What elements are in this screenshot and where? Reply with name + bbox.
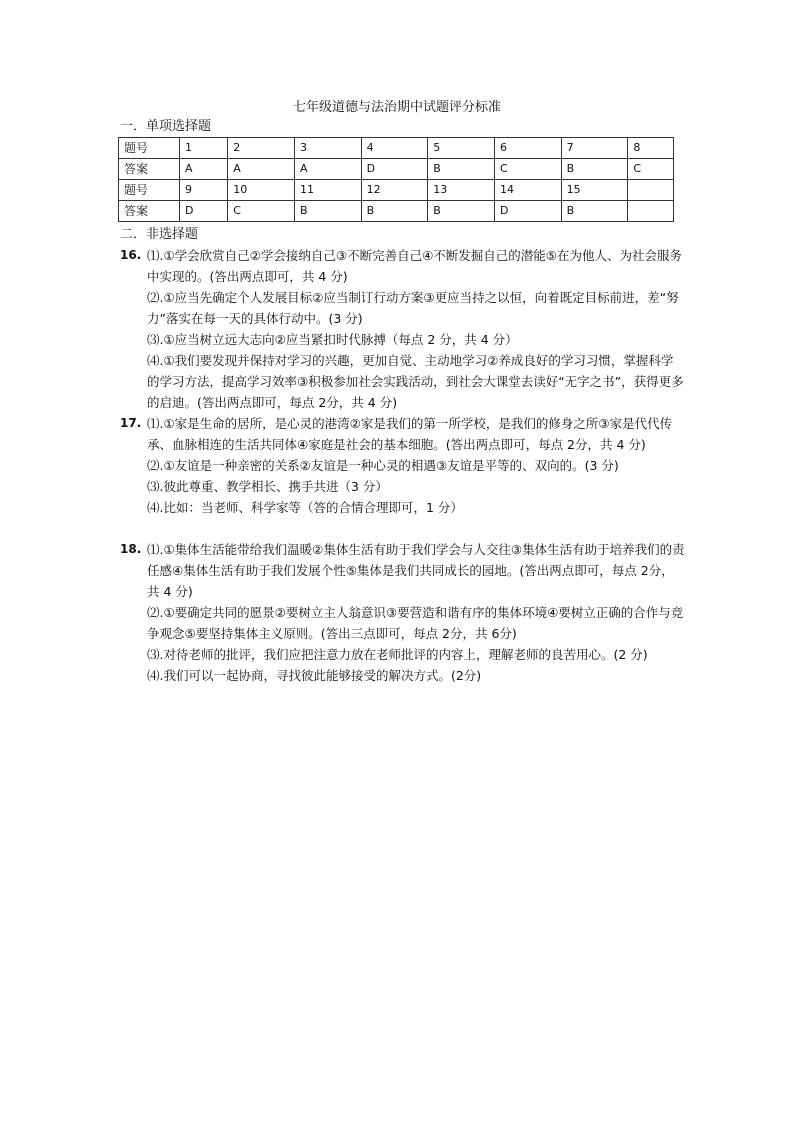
table-cell: B (294, 201, 361, 222)
table-cell: 11 (294, 180, 361, 201)
table-cell: 12 (361, 180, 428, 201)
answer-part: ⑴.①家是生命的居所，是心灵的港湾②家是我们的第一所学校，是我们的修身之所③家是代代传承、血脉相连的生活共同体④家庭是社会的基本细胞。(答出两点即可，每点 2分，共 4 分) (147, 416, 673, 452)
answer-part: ⑶.彼此尊重、教学相长、携手共进（3 分） (147, 479, 388, 494)
answer-part: ⑷.比如：当老师、科学家等（答的合情合理即可，1 分） (147, 500, 463, 515)
table-cell: 6 (494, 138, 561, 159)
table-row (119, 180, 674, 201)
table-cell: D (494, 201, 561, 222)
table-cell: 15 (561, 180, 628, 201)
page-title: 七年级道德与法治期中试题评分标准 (292, 100, 501, 115)
table-cell: C (494, 159, 561, 180)
answer-part: ⑵.①友谊是一种亲密的关系②友谊是一种心灵的相遇③友谊是平等的、双向的。(3 分) (147, 458, 619, 473)
table-cell: 7 (561, 138, 628, 159)
table-cell: B (561, 201, 628, 222)
table-cell: A (228, 159, 295, 180)
question-number: 18. (120, 542, 142, 556)
section-2-heading: 二．非选择题 (120, 227, 199, 242)
table-cell (628, 180, 674, 201)
answer-part: ⑶.对待老师的批评，我们应把注意力放在老师批评的内容上，理解老师的良苦用心。(2 分) (147, 647, 648, 662)
table-cell: B (428, 159, 495, 180)
table-cell (628, 201, 674, 222)
table-cell: 2 (228, 138, 295, 159)
question-16 (120, 245, 685, 413)
answer-part: ⑷.我们可以一起协商，寻找彼此能够接受的解决方式。(2分) (147, 668, 482, 683)
table-cell: C (228, 201, 295, 222)
table-cell: 3 (294, 138, 361, 159)
answer-table (118, 137, 674, 222)
table-cell: 13 (428, 180, 495, 201)
table-cell: A (180, 159, 228, 180)
question-number: 16. (120, 248, 142, 262)
table-cell: 答案 (119, 201, 180, 222)
answer-part: ⑷.①我们要发现并保持对学习的兴趣，更加自觉、主动地学习②养成良好的学习习惯，掌握科学的学习方法，提高学习效率③积极参加社会实践活动，到社会大课堂去读好“无字之书”，获得更多的启迪。(答出两点即可，每点 2分，共 4 分) (147, 353, 684, 410)
question-17 (120, 413, 685, 518)
answer-part: ⑴.①集体生活能带给我们温暖②集体生活有助于我们学会与人交往③集体生活有助于培养我们的责任感④集体生活有助于我们发展个性⑤集体是我们共同成长的园地。(答出两点即可，每点 2分，共 4 分) (147, 542, 685, 599)
table-cell: 5 (428, 138, 495, 159)
answer-part: ⑵.①要确定共同的愿景②要树立主人翁意识③要营造和谐有序的集体环境④要树立正确的合作与竞争观念⑤要坚持集体主义原则。(答出三点即可，每点 2分，共 6分) (147, 605, 684, 641)
table-row (119, 201, 674, 222)
table-cell: 10 (228, 180, 295, 201)
table-cell: D (361, 159, 428, 180)
table-cell: 4 (361, 138, 428, 159)
table-cell: B (561, 159, 628, 180)
answer-part: ⑴.①学会欣赏自己②学会接纳自己③不断完善自己④不断发掘自己的潜能⑤在为他人、为社会服务中实现的。(答出两点即可，共 4 分) (147, 248, 683, 284)
question-number: 17. (120, 416, 142, 430)
table-row (119, 159, 674, 180)
table-cell: B (428, 201, 495, 222)
table-cell: 9 (180, 180, 228, 201)
table-cell: 题号 (119, 138, 180, 159)
table-cell: 1 (180, 138, 228, 159)
table-cell: C (628, 159, 674, 180)
table-cell: 14 (494, 180, 561, 201)
table-cell: B (361, 201, 428, 222)
section-1-heading: 一．单项选择题 (120, 119, 212, 134)
answer-part: ⑶.①应当树立远大志向②应当紧扣时代脉搏（每点 2 分，共 4 分） (147, 332, 518, 347)
table-cell: 题号 (119, 180, 180, 201)
table-row (119, 138, 674, 159)
table-cell: 8 (628, 138, 674, 159)
answer-part: ⑵.①应当先确定个人发展目标②应当制订行动方案③更应当持之以恒，向着既定目标前进，差“努力”落实在每一天的具体行动中。(3 分) (147, 290, 679, 326)
table-cell: D (180, 201, 228, 222)
question-18 (120, 539, 685, 686)
table-cell: A (294, 159, 361, 180)
table-cell: 答案 (119, 159, 180, 180)
